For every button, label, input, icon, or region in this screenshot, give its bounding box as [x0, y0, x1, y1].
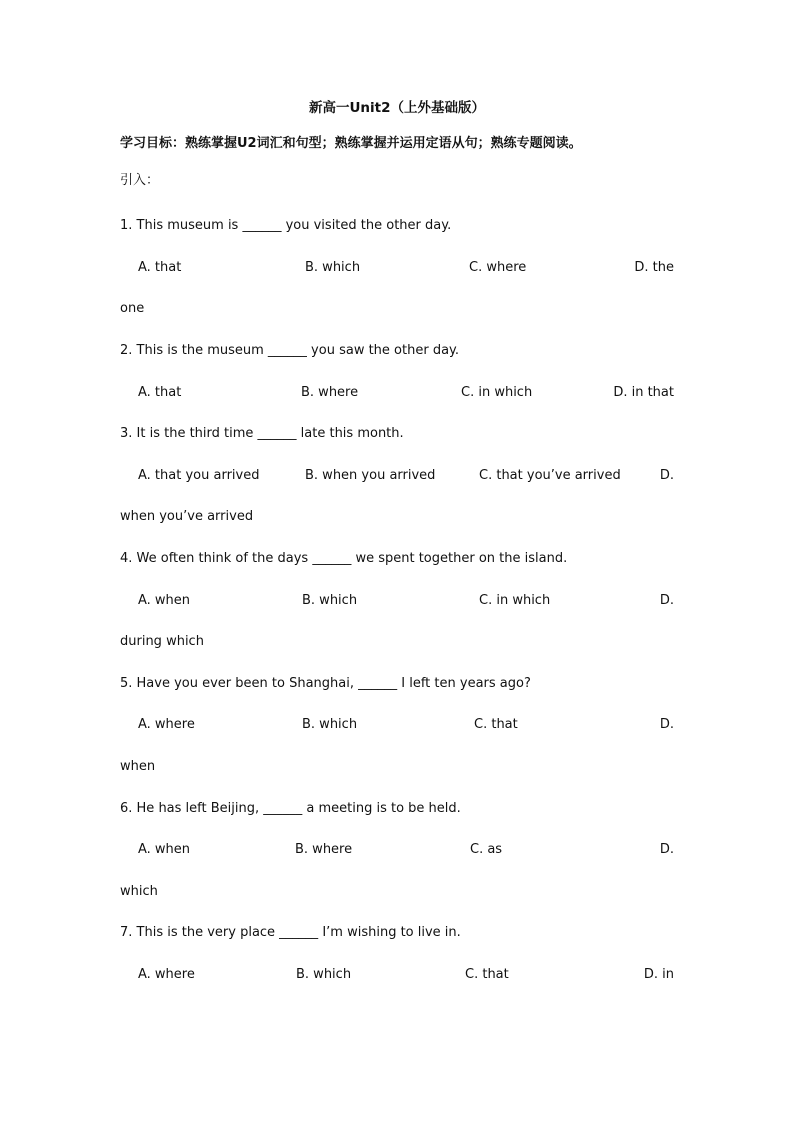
question-5-option-a: A. where [138, 717, 195, 732]
page-title: 新高一Unit2（上外基础版） [308, 100, 486, 116]
question-4-option-a: A. when [138, 593, 191, 608]
question-2-option-b: B. where [301, 385, 359, 400]
question-3-option-c: C. that you’ve arrived [479, 468, 621, 483]
question-4-option-d: D. [659, 593, 674, 608]
question-3-option-d-wrap: when you’ve arrived [120, 509, 254, 524]
intro-label: 引入： [120, 173, 160, 188]
question-1-stem: 1. This museum is ______ you visited the other day. [120, 218, 452, 233]
question-2-option-a: A. that [138, 385, 182, 400]
question-1-option-c: C. where [469, 260, 527, 275]
question-6-stem: 6. He has left Beijing, ______ a meeting is to be held. [120, 801, 461, 816]
question-3-stem: 3. It is the third time ______ late this month. [120, 426, 404, 441]
question-6-option-a: A. when [138, 842, 191, 857]
question-1-option-a: A. that [138, 260, 182, 275]
question-1-option-b: B. which [305, 260, 361, 275]
question-6-option-b: B. where [295, 842, 353, 857]
question-5-stem: 5. Have you ever been to Shanghai, ______ I left ten years ago? [120, 676, 531, 691]
learning-objective: 学习目标：熟练掌握U2词汇和句型；熟练掌握并运用定语从句；熟练专题阅读。 [120, 136, 582, 151]
question-5-option-c: C. that [474, 717, 518, 732]
question-7-option-b: B. which [296, 967, 352, 982]
question-1-option-d-wrap: one [120, 301, 145, 316]
question-4-option-d-wrap: during which [120, 634, 204, 649]
question-5-option-d-wrap: when [120, 759, 156, 774]
question-2-option-c: C. in which [461, 385, 533, 400]
question-7-option-d: D. in [643, 967, 674, 982]
question-5-option-b: B. which [302, 717, 358, 732]
question-7-stem: 7. This is the very place ______ I’m wishing to live in. [120, 925, 461, 940]
question-6-option-d-wrap: which [120, 884, 158, 899]
question-1-option-d: D. the [634, 260, 674, 275]
question-4-option-c: C. in which [479, 593, 551, 608]
question-5-option-d: D. [659, 717, 674, 732]
question-3-option-a: A. that you arrived [138, 468, 260, 483]
question-2-stem: 2. This is the museum ______ you saw the other day. [120, 343, 460, 358]
question-2-option-d: D. in that [613, 385, 674, 400]
question-3-option-d: D. [659, 468, 674, 483]
question-7-option-c: C. that [465, 967, 509, 982]
question-4-option-b: B. which [302, 593, 358, 608]
question-7-option-a: A. where [138, 967, 195, 982]
question-4-stem: 4. We often think of the days ______ we spent together on the island. [120, 551, 568, 566]
question-3-option-b: B. when you arrived [305, 468, 436, 483]
question-6-option-c: C. as [470, 842, 503, 857]
question-6-option-d: D. [659, 842, 674, 857]
